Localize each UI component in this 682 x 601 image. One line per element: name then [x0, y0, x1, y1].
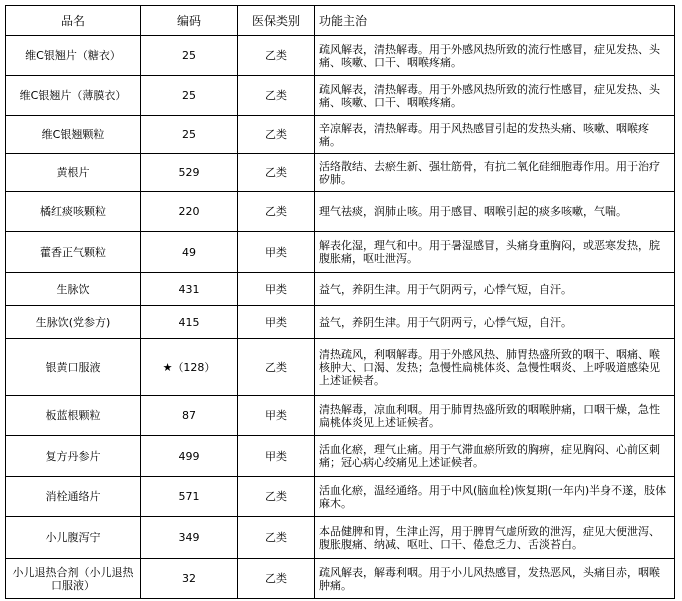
function-cell [315, 396, 675, 436]
drug-code-cell: 431 [141, 273, 238, 306]
table-row [6, 36, 675, 76]
function-cell [315, 306, 675, 339]
function-cell [315, 559, 675, 599]
function-cell [315, 76, 675, 116]
drug-name-cell: 藿香正气颗粒 [6, 232, 141, 273]
insurance-category-cell: 乙类 [238, 76, 315, 116]
drug-name-cell: 银黄口服液 [6, 339, 141, 396]
insurance-category-cell: 乙类 [238, 36, 315, 76]
drug-code-cell: 25 [141, 36, 238, 76]
drug-code-cell: 87 [141, 396, 238, 436]
header-function: 功能主治 [315, 6, 675, 36]
drug-code-cell: 529 [141, 154, 238, 192]
function-text: 清热疏风，利咽解毒。用于外感风热、肺胃热盛所致的咽干、咽痛、喉核肿大、口渴、发热；急慢性扁桃体炎、急慢性咽炎、上呼吸道感染见上述证候者。 [319, 347, 660, 387]
drug-name-cell: 消栓通络片 [6, 477, 141, 517]
function-cell [315, 36, 675, 76]
drug-code-cell: 415 [141, 306, 238, 339]
insurance-category-cell: 乙类 [238, 477, 315, 517]
function-cell [315, 273, 675, 306]
table-row [6, 436, 675, 477]
insurance-category-cell: 乙类 [238, 116, 315, 154]
function-text: 疏风解表，清热解毒。用于外感风热所致的流行性感冒，症见发热、头痛、咳嗽、口干、咽喉疼痛。 [319, 82, 660, 109]
drug-code-cell: 220 [141, 192, 238, 232]
drug-name-cell: 生脉饮(党参方) [6, 306, 141, 339]
table-row [6, 517, 675, 559]
drug-name-cell: 维C银翘颗粒 [6, 116, 141, 154]
table-row [6, 306, 675, 339]
drug-name-cell: 小儿腹泻宁 [6, 517, 141, 559]
drug-code-value: （128） [172, 360, 216, 374]
insurance-category-cell: 乙类 [238, 339, 315, 396]
table-row [6, 116, 675, 154]
drug-code-cell: 25 [141, 76, 238, 116]
insurance-category-cell: 甲类 [238, 232, 315, 273]
function-text: 活络散结、去瘀生新、强壮筋骨，有抗二氧化硅细胞毒作用。用于治疗矽肺。 [319, 159, 660, 186]
table-row [6, 232, 675, 273]
table-row [6, 559, 675, 599]
drug-code-cell: 49 [141, 232, 238, 273]
drug-code-cell: 499 [141, 436, 238, 477]
drug-name-cell: 板蓝根颗粒 [6, 396, 141, 436]
function-cell [315, 517, 675, 559]
header-category: 医保类别 [238, 6, 315, 36]
function-cell [315, 116, 675, 154]
insurance-category-cell: 乙类 [238, 192, 315, 232]
insurance-category-cell: 乙类 [238, 517, 315, 559]
header-code: 编码 [141, 6, 238, 36]
function-text: 疏风解表，解毒利咽。用于小儿风热感冒，发热恶风，头痛目赤，咽喉肿痛。 [319, 565, 660, 592]
function-cell [315, 154, 675, 192]
drug-name-cell: 小儿退热合剂（小儿退热口服液） [6, 559, 141, 599]
function-text: 益气，养阴生津。用于气阴两亏，心悸气短，自汗。 [319, 315, 572, 329]
star-icon: ★ [162, 360, 173, 374]
drug-code-cell: 349 [141, 517, 238, 559]
table-row [6, 273, 675, 306]
table-body [6, 36, 675, 599]
table-row [6, 477, 675, 517]
function-cell [315, 192, 675, 232]
function-text: 活血化瘀，理气止痛。用于气滞血瘀所致的胸痹，症见胸闷、心前区刺痛；冠心病心绞痛见上述证候者。 [319, 443, 660, 469]
function-text: 解表化湿，理气和中。用于暑湿感冒，头痛身重胸闷，或恶寒发热，脘腹胀痛，呕吐泄泻。 [319, 239, 660, 265]
function-cell [315, 339, 675, 396]
function-text: 理气祛痰，润肺止咳。用于感冒、咽喉引起的痰多咳嗽，气喘。 [319, 205, 627, 218]
insurance-category-cell: 甲类 [238, 436, 315, 477]
function-text: 疏风解表，清热解毒。用于外感风热所致的流行性感冒，症见发热、头痛、咳嗽、口干、咽喉疼痛。 [319, 42, 660, 69]
drug-name-cell: 维C银翘片（薄膜衣） [6, 76, 141, 116]
drug-table [5, 5, 675, 599]
insurance-category-cell: 乙类 [238, 559, 315, 599]
function-text: 活血化瘀，温经通络。用于中风(脑血栓)恢复期(一年内)半身不遂，肢体麻木。 [319, 483, 667, 510]
insurance-category-cell: 甲类 [238, 306, 315, 339]
function-text: 益气，养阴生津。用于气阴两亏，心悸气短，自汗。 [319, 282, 572, 296]
header-row [6, 6, 675, 36]
drug-code-cell [141, 339, 238, 396]
insurance-category-cell: 乙类 [238, 154, 315, 192]
function-cell [315, 477, 675, 517]
header-name: 品名 [6, 6, 141, 36]
table-row [6, 154, 675, 192]
insurance-category-cell: 甲类 [238, 273, 315, 306]
function-text: 辛凉解表，清热解毒。用于风热感冒引起的发热头痛、咳嗽、咽喉疼痛。 [319, 121, 649, 148]
drug-code-cell: 25 [141, 116, 238, 154]
drug-name-cell: 维C银翘片（糖衣） [6, 36, 141, 76]
drug-name-cell: 复方丹参片 [6, 436, 141, 477]
table-row [6, 192, 675, 232]
table-row [6, 396, 675, 436]
insurance-category-cell: 甲类 [238, 396, 315, 436]
drug-name-cell: 生脉饮 [6, 273, 141, 306]
function-text: 本品健脾和胃，生津止泻，用于脾胃气虚所致的泄泻，症见大便泄泻、腹胀腹痛、纳减、呕吐、口干、倦怠乏力、舌淡苔白。 [319, 524, 660, 551]
function-cell [315, 436, 675, 477]
drug-code-cell: 32 [141, 559, 238, 599]
drug-code-cell: 571 [141, 477, 238, 517]
function-cell [315, 232, 675, 273]
table-row [6, 76, 675, 116]
drug-name-cell: 橘红痰咳颗粒 [6, 192, 141, 232]
table-row [6, 339, 675, 396]
drug-name-cell: 黄根片 [6, 154, 141, 192]
function-text: 清热解毒，凉血利咽。用于肺胃热盛所致的咽喉肿痛，口咽干燥，急性扁桃体炎见上述证候者。 [319, 402, 660, 429]
